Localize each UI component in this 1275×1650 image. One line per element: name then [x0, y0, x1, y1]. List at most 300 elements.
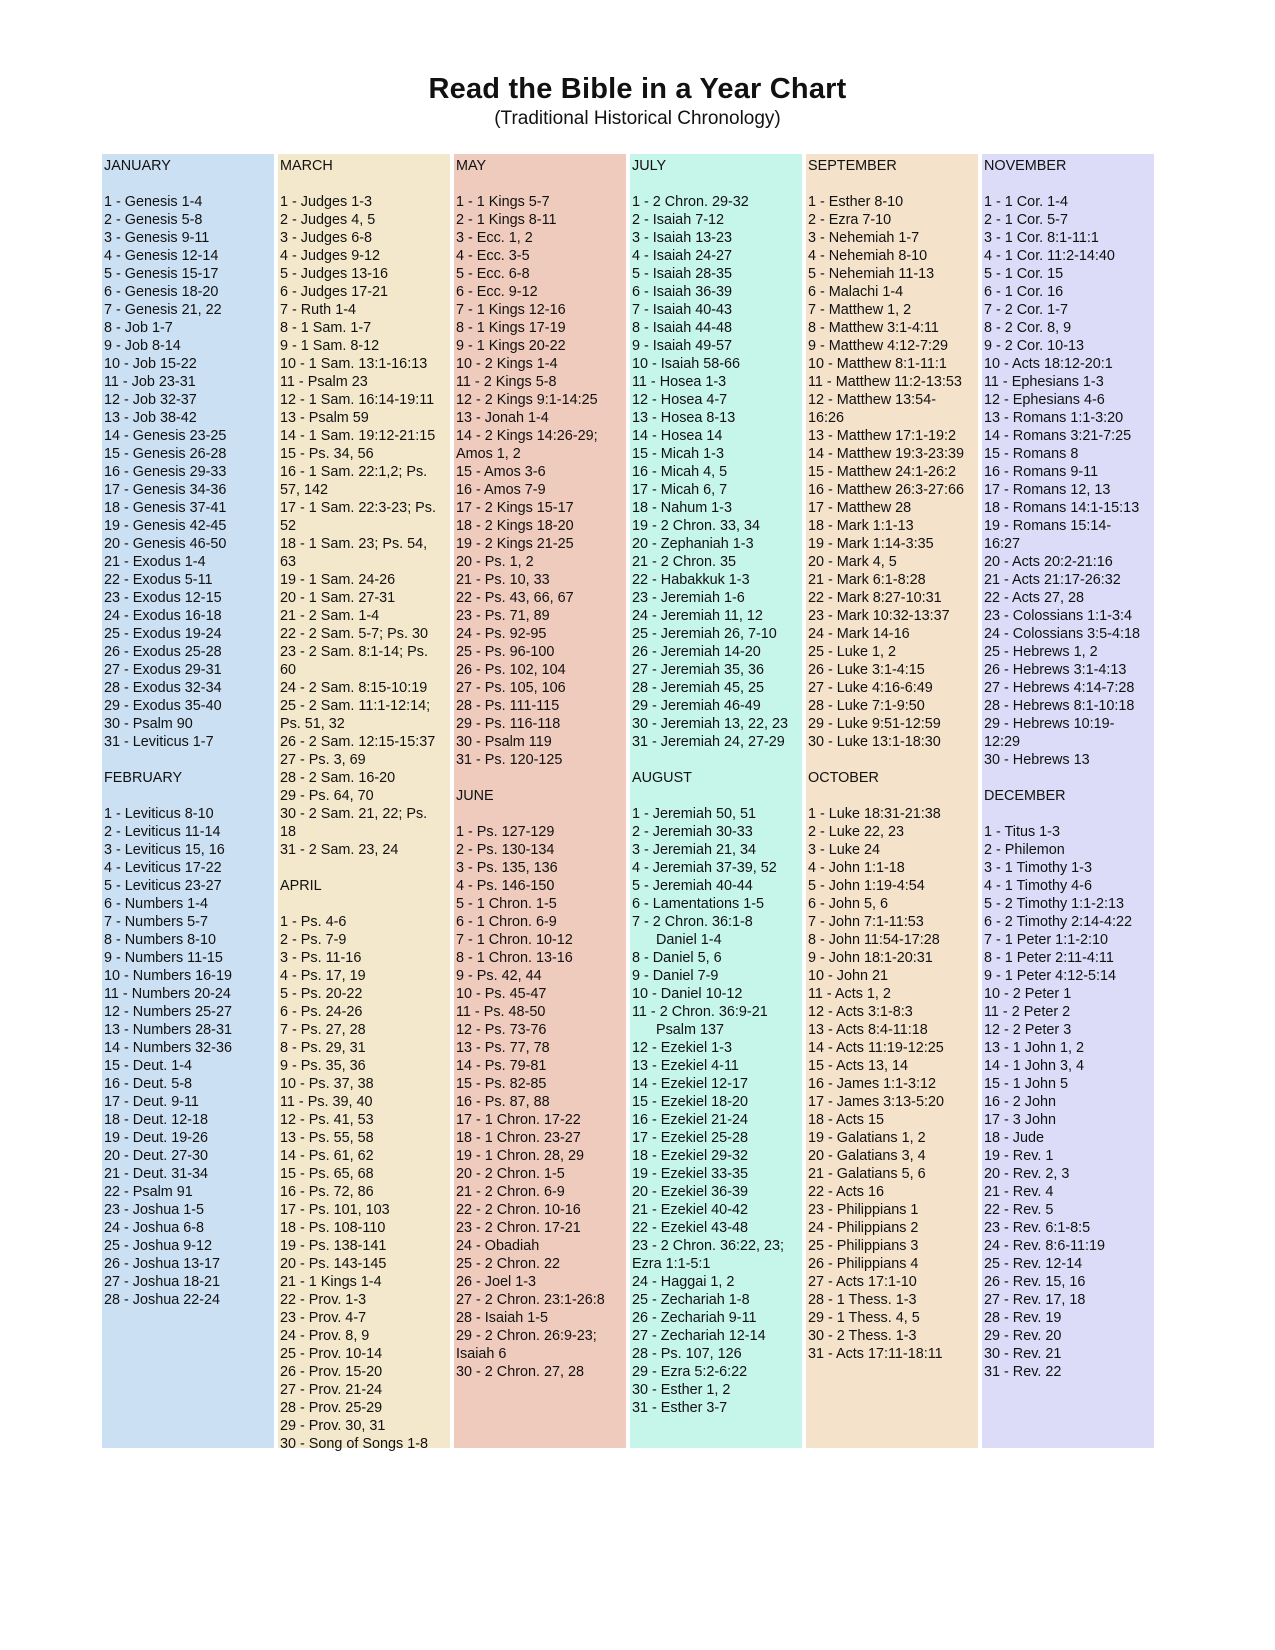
reading-entry: 9 - John 18:1-20:31 — [808, 950, 933, 966]
reading-entry: 2 - Ezra 7-10 — [808, 212, 892, 228]
reading-entry: 10 - 2 Kings 1-4 — [456, 356, 558, 372]
reading-entry: 3 - Judges 6-8 — [280, 230, 372, 246]
reading-entry: 1 - Genesis 1-4 — [104, 194, 203, 210]
spacer — [280, 175, 450, 193]
reading-entry: 4 - Ps. 17, 19 — [280, 968, 366, 984]
reading-entry: 16 - Matthew 26:3-27:66 — [808, 482, 964, 498]
reading-entry: 22 - Exodus 5-11 — [104, 572, 213, 588]
reading-entry: 31 - Leviticus 1-7 — [104, 734, 214, 750]
reading-entry: 31 - Rev. 22 — [984, 1364, 1062, 1380]
reading-entry: 3 - Luke 24 — [808, 842, 881, 858]
reading-entry: 31 - Ps. 120-125 — [456, 752, 563, 768]
spacer — [984, 769, 1154, 787]
reading-entry: 7 - Ps. 27, 28 — [280, 1022, 366, 1038]
reading-entry: 13 - Hosea 8-13 — [632, 410, 736, 426]
reading-entry: 3 - Leviticus 15, 16 — [104, 842, 225, 858]
reading-entry: 2 - Philemon — [984, 842, 1065, 858]
month-heading: SEPTEMBER — [808, 158, 897, 174]
reading-entry: 16 - Ezekiel 21-24 — [632, 1112, 748, 1128]
reading-entry: 14 - 2 Kings 14:26-29; — [456, 428, 598, 444]
reading-entry: 24 - Colossians 3:5-4:18 — [984, 626, 1140, 642]
reading-entry: 26 - Joshua 13-17 — [104, 1256, 221, 1272]
reading-entry: 52 — [280, 518, 297, 534]
reading-entry: 11 - Ephesians 1-3 — [984, 374, 1104, 390]
reading-entry: 16:27 — [984, 536, 1021, 552]
reading-entry: 20 - Genesis 46-50 — [104, 536, 227, 552]
reading-entry: 12 - Matthew 13:54- — [808, 392, 936, 408]
reading-entry: 9 - 2 Cor. 10-13 — [984, 338, 1084, 354]
reading-entry: 6 - Lamentations 1-5 — [632, 896, 764, 912]
reading-entry: 8 - 1 Chron. 13-16 — [456, 950, 573, 966]
reading-entry: 21 - Exodus 1-4 — [104, 554, 206, 570]
reading-entry: 24 - Prov. 8, 9 — [280, 1328, 370, 1344]
reading-entry: 30 - Esther 1, 2 — [632, 1382, 731, 1398]
reading-entry: 8 - 1 Sam. 1-7 — [280, 320, 372, 336]
reading-entry: 25 - Rev. 12-14 — [984, 1256, 1083, 1272]
reading-entry: 12 - Ps. 41, 53 — [280, 1112, 374, 1128]
reading-entry: 18 - Nahum 1-3 — [632, 500, 732, 516]
reading-entry: 25 - 2 Sam. 11:1-12:14; — [280, 698, 431, 714]
reading-entry: 17 - Romans 12, 13 — [984, 482, 1111, 498]
reading-entry: 7 - Matthew 1, 2 — [808, 302, 912, 318]
month-heading: JULY — [632, 158, 667, 174]
reading-entry: 20 - Mark 4, 5 — [808, 554, 897, 570]
reading-entry: 4 - Isaiah 24-27 — [632, 248, 732, 264]
reading-entry: 1 - Esther 8-10 — [808, 194, 904, 210]
reading-entry: 6 - Judges 17-21 — [280, 284, 389, 300]
reading-entry: Isaiah 6 — [456, 1346, 507, 1362]
reading-entry: 14 - Matthew 19:3-23:39 — [808, 446, 964, 462]
reading-entry: 21 - 2 Sam. 1-4 — [280, 608, 380, 624]
reading-entry: 1 - 1 Kings 5-7 — [456, 194, 550, 210]
reading-entry: 18 - 1 Sam. 23; Ps. 54, — [280, 536, 428, 552]
reading-entry: 1 - Jeremiah 50, 51 — [632, 806, 756, 822]
reading-entry: 15 - Ps. 65, 68 — [280, 1166, 374, 1182]
reading-entry: 12 - 2 Peter 3 — [984, 1022, 1072, 1038]
reading-entry: 16 - James 1:1-3:12 — [808, 1076, 936, 1092]
reading-entry: 5 - Ps. 20-22 — [280, 986, 363, 1002]
reading-entry: 6 - 2 Timothy 2:14-4:22 — [984, 914, 1132, 930]
reading-entry: 10 - 1 Sam. 13:1-16:13 — [280, 356, 428, 372]
reading-entry: 15 - Ezekiel 18-20 — [632, 1094, 748, 1110]
reading-entry: 1 - 1 Cor. 1-4 — [984, 194, 1068, 210]
reading-entry: 7 - Numbers 5-7 — [104, 914, 208, 930]
reading-entry: 30 - Psalm 119 — [456, 734, 552, 750]
spacer — [456, 175, 626, 193]
column-mar-apr — [278, 154, 450, 1452]
reading-entry: 11 - 2 Chron. 36:9-21 — [632, 1004, 768, 1020]
reading-entry: 30 - Psalm 90 — [104, 716, 193, 732]
reading-entry: 6 - Numbers 1-4 — [104, 896, 208, 912]
reading-entry: 8 - Isaiah 44-48 — [632, 320, 732, 336]
column-may-jun — [454, 154, 626, 1448]
reading-entry: 1 - Judges 1-3 — [280, 194, 372, 210]
reading-entry: 22 - Rev. 5 — [984, 1202, 1054, 1218]
spacer — [456, 769, 626, 787]
reading-entry: 24 - 2 Sam. 8:15-10:19 — [280, 680, 428, 696]
reading-entry: 19 - Ps. 138-141 — [280, 1238, 387, 1254]
reading-entry: 16 - 1 Sam. 22:1,2; Ps. — [280, 464, 428, 480]
reading-entry: 3 - Jeremiah 21, 34 — [632, 842, 756, 858]
reading-entry: 16 - Amos 7-9 — [456, 482, 546, 498]
reading-entry: 21 - Mark 6:1-8:28 — [808, 572, 926, 588]
reading-entry: 21 - Ps. 10, 33 — [456, 572, 550, 588]
reading-entry: 17 - James 3:13-5:20 — [808, 1094, 944, 1110]
reading-entry: 19 - 2 Chron. 33, 34 — [632, 518, 760, 534]
reading-entry: 23 - Joshua 1-5 — [104, 1202, 204, 1218]
reading-entry: 27 - Exodus 29-31 — [104, 662, 222, 678]
reading-entry: 9 - 1 Peter 4:12-5:14 — [984, 968, 1116, 984]
reading-entry: 4 - Leviticus 17-22 — [104, 860, 222, 876]
reading-entry: 27 - Hebrews 4:14-7:28 — [984, 680, 1135, 696]
reading-entry: 1 - Titus 1-3 — [984, 824, 1060, 840]
reading-entry: 24 - Rev. 8:6-11:19 — [984, 1238, 1106, 1254]
reading-entry: 19 - 1 Sam. 24-26 — [280, 572, 396, 588]
reading-entry: 19 - 2 Kings 21-25 — [456, 536, 574, 552]
reading-entry: 25 - Prov. 10-14 — [280, 1346, 383, 1362]
reading-entry: 29 - Exodus 35-40 — [104, 698, 222, 714]
reading-entry: 17 - Matthew 28 — [808, 500, 912, 516]
reading-entry: 26 - Prov. 15-20 — [280, 1364, 383, 1380]
month-heading: FEBRUARY — [104, 770, 183, 786]
spacer — [808, 787, 978, 805]
reading-entry: 17 - 3 John — [984, 1112, 1057, 1128]
reading-entry: 26 - Zechariah 9-11 — [632, 1310, 757, 1326]
reading-entry: 4 - 1 Timothy 4-6 — [984, 878, 1092, 894]
reading-entry: 28 - Ps. 107, 126 — [632, 1346, 742, 1362]
reading-entry: 26 - 2 Sam. 12:15-15:37 — [280, 734, 436, 750]
reading-entry: 2 - Ps. 130-134 — [456, 842, 555, 858]
spacer — [280, 859, 450, 877]
reading-entry: 14 - Hosea 14 — [632, 428, 723, 444]
reading-entry: 15 - Acts 13, 14 — [808, 1058, 908, 1074]
reading-entry: 11 - Hosea 1-3 — [632, 374, 727, 390]
reading-entry: 23 - 2 Sam. 8:1-14; Ps. — [280, 644, 428, 660]
reading-entry: 20 - Deut. 27-30 — [104, 1148, 208, 1164]
reading-entry: Amos 1, 2 — [456, 446, 521, 462]
reading-entry: 17 - 1 Sam. 22:3-23; Ps. — [280, 500, 436, 516]
reading-entry: 18 - Jude — [984, 1130, 1045, 1146]
reading-entry: 3 - 1 Timothy 1-3 — [984, 860, 1092, 876]
reading-entry: 21 - Ezekiel 40-42 — [632, 1202, 748, 1218]
reading-entry: 15 - Deut. 1-4 — [104, 1058, 192, 1074]
reading-entry: 28 - Jeremiah 45, 25 — [632, 680, 764, 696]
reading-entry: 4 - Ecc. 3-5 — [456, 248, 530, 264]
reading-entry: 6 - Ps. 24-26 — [280, 1004, 363, 1020]
reading-entry: 13 - Job 38-42 — [104, 410, 197, 426]
spacer — [984, 805, 1154, 823]
reading-entry: 8 - John 11:54-17:28 — [808, 932, 940, 948]
reading-entry: 13 - Psalm 59 — [280, 410, 369, 426]
reading-entry: 22 - Acts 16 — [808, 1184, 884, 1200]
reading-entry: 2 - Genesis 5-8 — [104, 212, 203, 228]
reading-entry: 11 - Ps. 39, 40 — [280, 1094, 373, 1110]
reading-entry: 20 - 1 Sam. 27-31 — [280, 590, 396, 606]
reading-entry: 29 - Prov. 30, 31 — [280, 1418, 386, 1434]
reading-entry: 12 - Ephesians 4-6 — [984, 392, 1105, 408]
reading-entry: 18 - Mark 1:1-13 — [808, 518, 914, 534]
reading-entry: 27 - Luke 4:16-6:49 — [808, 680, 933, 696]
reading-entry: 11 - Ps. 48-50 — [456, 1004, 546, 1020]
reading-entry: 14 - Genesis 23-25 — [104, 428, 227, 444]
reading-entry: 23 - Exodus 12-15 — [104, 590, 222, 606]
reading-entry: 23 - Colossians 1:1-3:4 — [984, 608, 1132, 624]
spacer — [984, 175, 1154, 193]
reading-entry: 24 - Obadiah — [456, 1238, 540, 1254]
spacer — [280, 895, 450, 913]
reading-entry: 5 - 1 Chron. 1-5 — [456, 896, 557, 912]
reading-entry: 27 - Prov. 21-24 — [280, 1382, 383, 1398]
reading-entry: 15 - 1 John 5 — [984, 1076, 1069, 1092]
reading-entry: 23 - Jeremiah 1-6 — [632, 590, 745, 606]
reading-entry: 4 - 1 Cor. 11:2-14:40 — [984, 248, 1115, 264]
reading-entry: 21 - 1 Kings 1-4 — [280, 1274, 382, 1290]
reading-entry: Ps. 51, 32 — [280, 716, 345, 732]
reading-entry: 11 - 2 Peter 2 — [984, 1004, 1071, 1020]
reading-entry: 5 - Isaiah 28-35 — [632, 266, 732, 282]
reading-entry: 2 - Judges 4, 5 — [280, 212, 376, 228]
reading-entry: 23 - Philippians 1 — [808, 1202, 919, 1218]
column-jan-feb — [102, 154, 274, 1448]
reading-entry: 5 - John 1:19-4:54 — [808, 878, 925, 894]
reading-entry: 18 - 2 Kings 18-20 — [456, 518, 574, 534]
reading-entry: 3 - Isaiah 13-23 — [632, 230, 732, 246]
reading-entry: 11 - 2 Kings 5-8 — [456, 374, 557, 390]
reading-entry: 4 - Nehemiah 8-10 — [808, 248, 928, 264]
reading-entry: 9 - Daniel 7-9 — [632, 968, 719, 984]
reading-entry: 25 - Jeremiah 26, 7-10 — [632, 626, 777, 642]
reading-entry: 20 - Ezekiel 36-39 — [632, 1184, 748, 1200]
reading-entry: 1 - 2 Chron. 29-32 — [632, 194, 749, 210]
reading-entry: 22 - 2 Sam. 5-7; Ps. 30 — [280, 626, 428, 642]
reading-entry: 28 - Luke 7:1-9:50 — [808, 698, 925, 714]
spacer — [632, 751, 802, 769]
reading-entry: 7 - 2 Cor. 1-7 — [984, 302, 1068, 318]
reading-entry: 14 - Numbers 32-36 — [104, 1040, 232, 1056]
reading-entry: 1 - Ps. 127-129 — [456, 824, 555, 840]
reading-entry: 5 - 1 Cor. 15 — [984, 266, 1064, 282]
reading-entry: 15 - Genesis 26-28 — [104, 446, 227, 462]
reading-entry: 23 - 2 Chron. 36:22, 23; — [632, 1238, 785, 1254]
reading-entry: 28 - Isaiah 1-5 — [456, 1310, 548, 1326]
reading-entry: 10 - Acts 18:12-20:1 — [984, 356, 1113, 372]
reading-entry: 5 - Genesis 15-17 — [104, 266, 219, 282]
reading-entry: 18 - Acts 15 — [808, 1112, 884, 1128]
month-heading: MAY — [456, 158, 487, 174]
reading-entry: 26 - Joel 1-3 — [456, 1274, 536, 1290]
reading-entry: 20 - Rev. 2, 3 — [984, 1166, 1070, 1182]
reading-entry: 26 - Hebrews 3:1-4:13 — [984, 662, 1127, 678]
reading-entry: 13 - Ps. 77, 78 — [456, 1040, 550, 1056]
reading-entry: 30 - Jeremiah 13, 22, 23 — [632, 716, 788, 732]
reading-entry: 19 - Genesis 42-45 — [104, 518, 227, 534]
month-heading: DECEMBER — [984, 788, 1066, 804]
reading-entry: 1 - Ps. 4-6 — [280, 914, 347, 930]
column-nov-dec — [982, 154, 1154, 1448]
reading-entry: 14 - Romans 3:21-7:25 — [984, 428, 1132, 444]
reading-entry: 13 - Jonah 1-4 — [456, 410, 549, 426]
reading-entry: 25 - Exodus 19-24 — [104, 626, 222, 642]
reading-entry: 57, 142 — [280, 482, 329, 498]
reading-entry: 4 - Jeremiah 37-39, 52 — [632, 860, 777, 876]
month-heading: AUGUST — [632, 770, 692, 786]
reading-entry: 5 - Ecc. 6-8 — [456, 266, 530, 282]
reading-entry: 12 - 1 Sam. 16:14-19:11 — [280, 392, 435, 408]
reading-entry: 7 - Ruth 1-4 — [280, 302, 356, 318]
reading-entry: 20 - Galatians 3, 4 — [808, 1148, 926, 1164]
reading-entry: 29 - Ps. 116-118 — [456, 716, 561, 732]
reading-entry: 16 - Deut. 5-8 — [104, 1076, 192, 1092]
reading-entry: 19 - 1 Chron. 28, 29 — [456, 1148, 584, 1164]
reading-entry: 3 - Nehemiah 1-7 — [808, 230, 920, 246]
reading-entry: 18 - Ezekiel 29-32 — [632, 1148, 748, 1164]
reading-entry: 18 — [280, 824, 297, 840]
reading-entry: 4 - Judges 9-12 — [280, 248, 380, 264]
reading-entry: 21 - Galatians 5, 6 — [808, 1166, 926, 1182]
reading-entry: 22 - 2 Chron. 10-16 — [456, 1202, 581, 1218]
reading-entry: 23 - Prov. 4-7 — [280, 1310, 367, 1326]
reading-entry: 10 - Ps. 37, 38 — [280, 1076, 374, 1092]
reading-entry: 26 - Luke 3:1-4:15 — [808, 662, 925, 678]
reading-entry: 9 - Isaiah 49-57 — [632, 338, 732, 354]
reading-entry: 23 - Rev. 6:1-8:5 — [984, 1220, 1091, 1236]
reading-entry: 17 - 2 Kings 15-17 — [456, 500, 574, 516]
reading-entry: 13 - 1 John 1, 2 — [984, 1040, 1085, 1056]
reading-entry: 18 - Genesis 37-41 — [104, 500, 227, 516]
reading-entry: 31 - 2 Sam. 23, 24 — [280, 842, 399, 858]
reading-entry: 26 - Exodus 25-28 — [104, 644, 222, 660]
reading-entry: 5 - Judges 13-16 — [280, 266, 389, 282]
reading-entry: 22 - Prov. 1-3 — [280, 1292, 367, 1308]
reading-entry: 19 - Mark 1:14-3:35 — [808, 536, 934, 552]
reading-entry: 63 — [280, 554, 297, 570]
reading-entry: 24 - Jeremiah 11, 12 — [632, 608, 763, 624]
reading-entry: 22 - Ps. 43, 66, 67 — [456, 590, 574, 606]
reading-entry: 15 - Matthew 24:1-26:2 — [808, 464, 956, 480]
reading-entry: 19 - Deut. 19-26 — [104, 1130, 208, 1146]
spacer — [104, 751, 274, 769]
reading-entry: 3 - Genesis 9-11 — [104, 230, 210, 246]
reading-entry: 7 - 2 Chron. 36:1-8 — [632, 914, 753, 930]
reading-entry: 6 - Genesis 18-20 — [104, 284, 219, 300]
reading-entry: 29 - Ps. 64, 70 — [280, 788, 374, 804]
reading-entry: 10 - 2 Peter 1 — [984, 986, 1072, 1002]
reading-entry: 16:26 — [808, 410, 845, 426]
reading-entry: 7 - 1 Kings 12-16 — [456, 302, 566, 318]
reading-entry: 3 - Ps. 135, 136 — [456, 860, 558, 876]
reading-entry: 24 - Haggai 1, 2 — [632, 1274, 735, 1290]
spacer — [632, 787, 802, 805]
spacer — [632, 175, 802, 193]
reading-entry: 17 - Genesis 34-36 — [104, 482, 227, 498]
reading-entry: 27 - Ps. 3, 69 — [280, 752, 366, 768]
reading-entry: 29 - Luke 9:51-12:59 — [808, 716, 941, 732]
reading-entry: 23 - Mark 10:32-13:37 — [808, 608, 950, 624]
reading-entry: 9 - Ps. 35, 36 — [280, 1058, 366, 1074]
reading-entry: 10 - Matthew 8:1-11:1 — [808, 356, 947, 372]
reading-entry: 6 - 1 Cor. 16 — [984, 284, 1064, 300]
reading-entry: 16 - 2 John — [984, 1094, 1057, 1110]
reading-entry: 30 - 2 Chron. 27, 28 — [456, 1364, 584, 1380]
reading-entry: 6 - 1 Chron. 6-9 — [456, 914, 557, 930]
month-heading: JANUARY — [104, 158, 171, 174]
reading-entry: 60 — [280, 662, 297, 678]
reading-entry: 14 - Ezekiel 12-17 — [632, 1076, 748, 1092]
reading-entry: 22 - Ezekiel 43-48 — [632, 1220, 748, 1236]
reading-entry: 6 - John 5, 6 — [808, 896, 888, 912]
reading-entry: 5 - Leviticus 23-27 — [104, 878, 222, 894]
reading-entry: 27 - Rev. 17, 18 — [984, 1292, 1086, 1308]
reading-entry: 24 - Philippians 2 — [808, 1220, 919, 1236]
reading-entry: 7 - 1 Peter 1:1-2:10 — [984, 932, 1108, 948]
reading-entry: 11 - Numbers 20-24 — [104, 986, 231, 1002]
reading-entry: 12 - Numbers 25-27 — [104, 1004, 232, 1020]
reading-entry: 26 - Philippians 4 — [808, 1256, 919, 1272]
reading-entry: 11 - Acts 1, 2 — [808, 986, 891, 1002]
reading-entry: 8 - Numbers 8-10 — [104, 932, 216, 948]
reading-entry: 15 - Ps. 82-85 — [456, 1076, 547, 1092]
reading-entry: 12 - Hosea 4-7 — [632, 392, 728, 408]
reading-entry: 14 - Ps. 61, 62 — [280, 1148, 374, 1164]
chart-subtitle: (Traditional Historical Chronology) — [494, 108, 781, 129]
reading-entry: 8 - Job 1-7 — [104, 320, 173, 336]
reading-entry: 28 - 1 Thess. 1-3 — [808, 1292, 917, 1308]
reading-entry: Daniel 1-4 — [632, 932, 722, 948]
reading-entry: 9 - 1 Kings 20-22 — [456, 338, 566, 354]
reading-entry: 19 - Ezekiel 33-35 — [632, 1166, 748, 1182]
reading-entry: 11 - Job 23-31 — [104, 374, 196, 390]
reading-entry: 2 - Leviticus 11-14 — [104, 824, 221, 840]
reading-entry: 10 - Isaiah 58-66 — [632, 356, 741, 372]
reading-entry: 3 - Ecc. 1, 2 — [456, 230, 533, 246]
reading-entry: 13 - Acts 8:4-11:18 — [808, 1022, 928, 1038]
reading-entry: 7 - Isaiah 40-43 — [632, 302, 732, 318]
reading-entry: 21 - 2 Chron. 35 — [632, 554, 736, 570]
reading-entry: 31 - Jeremiah 24, 27-29 — [632, 734, 785, 750]
reading-entry: 17 - Deut. 9-11 — [104, 1094, 199, 1110]
reading-entry: 29 - Hebrews 10:19- — [984, 716, 1115, 732]
reading-entry: 17 - Ezekiel 25-28 — [632, 1130, 748, 1146]
reading-entry: 17 - Ps. 101, 103 — [280, 1202, 390, 1218]
reading-entry: 5 - Jeremiah 40-44 — [632, 878, 753, 894]
reading-entry: 30 - Hebrews 13 — [984, 752, 1090, 768]
reading-entry: 16 - Ps. 72, 86 — [280, 1184, 374, 1200]
reading-entry: 12:29 — [984, 734, 1021, 750]
reading-entry: 13 - Numbers 28-31 — [104, 1022, 232, 1038]
reading-entry: 4 - Ps. 146-150 — [456, 878, 555, 894]
reading-entry: 9 - Matthew 4:12-7:29 — [808, 338, 948, 354]
reading-entry: 5 - 2 Timothy 1:1-2:13 — [984, 896, 1124, 912]
reading-entry: 25 - Luke 1, 2 — [808, 644, 897, 660]
reading-entry: 2 - 1 Cor. 5-7 — [984, 212, 1068, 228]
reading-entry: 21 - Acts 21:17-26:32 — [984, 572, 1121, 588]
reading-entry: 28 - 2 Sam. 16-20 — [280, 770, 396, 786]
reading-entry: 8 - Daniel 5, 6 — [632, 950, 722, 966]
reading-entry: 7 - 1 Chron. 10-12 — [456, 932, 573, 948]
month-heading: NOVEMBER — [984, 158, 1067, 174]
reading-entry: 11 - Matthew 11:2-13:53 — [808, 374, 962, 390]
reading-entry: 29 - Rev. 20 — [984, 1328, 1062, 1344]
reading-entry: 27 - 2 Chron. 23:1-26:8 — [456, 1292, 605, 1308]
reading-entry: 8 - 1 Kings 17-19 — [456, 320, 566, 336]
reading-entry: 2 - Jeremiah 30-33 — [632, 824, 753, 840]
reading-entry: 23 - Ps. 71, 89 — [456, 608, 550, 624]
reading-entry: 6 - Isaiah 36-39 — [632, 284, 732, 300]
month-heading: JUNE — [456, 788, 494, 804]
reading-entry: 8 - Matthew 3:1-4:11 — [808, 320, 939, 336]
reading-entry: 17 - 1 Chron. 17-22 — [456, 1112, 581, 1128]
reading-entry: 13 - Ezekiel 4-11 — [632, 1058, 739, 1074]
